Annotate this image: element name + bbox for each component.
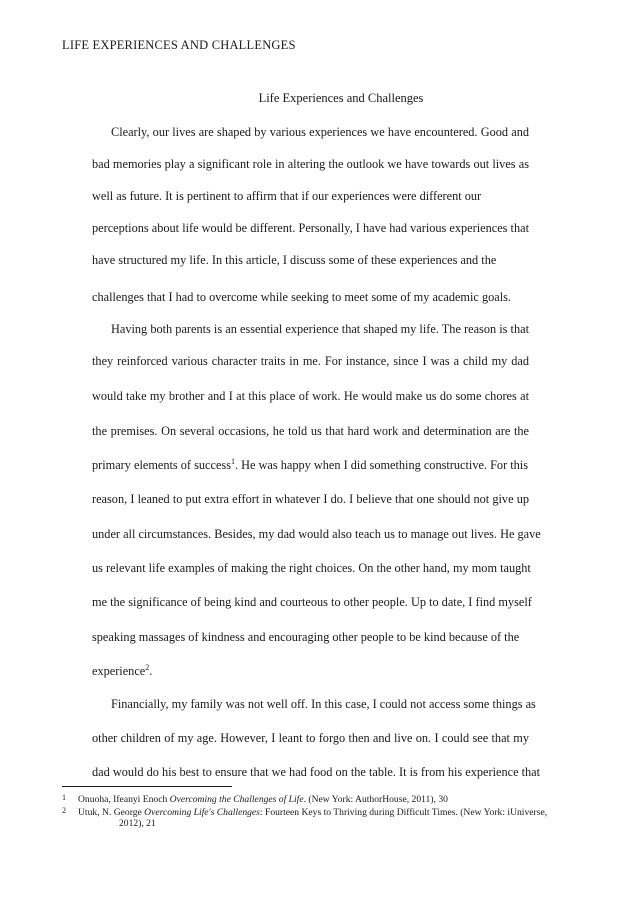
text-line: under all circumstances. Besides, my dad would also teach us to manage out lives. He gave — [92, 527, 541, 541]
footnote-number: 2 — [62, 806, 66, 815]
text-line: would take my brother and I at this place of work. He would make us do some chores at — [92, 389, 529, 403]
footnote-text: Utuk, N. George — [78, 807, 145, 818]
running-head: LIFE EXPERIENCES AND CHALLENGES — [62, 38, 296, 52]
text-line: the premises. On several occasions, he told us that hard work and determination are the — [92, 424, 529, 438]
text-line: us relevant life examples of making the right choices. On the other hand, my mom taught — [92, 561, 531, 575]
text-line — [92, 458, 528, 472]
text-line: Having both parents is an essential experience that shaped my life. The reason is that — [111, 322, 529, 336]
text-line: perceptions about life would be different. Personally, I have had various experiences that — [92, 221, 529, 235]
footnote-text: Onuoha, Ifeanyi Enoch — [78, 794, 170, 805]
text-line: me the significance of being kind and courteous to other people. Up to date, I find myself — [92, 595, 532, 609]
text-line: other children of my age. However, I leant to forgo then and live on. I could see that my — [92, 731, 529, 745]
text-line: Financially, my family was not well off. In this case, I could not access some things as — [111, 697, 536, 711]
text-line — [92, 664, 152, 678]
footnote-book-title: Overcoming the Challenges of Life — [169, 794, 304, 805]
footnote-text: : Fourteen Keys to Thriving during Difficult Times. (New York: iUniverse, — [259, 807, 548, 818]
footnote-book-title: Overcoming Life's Challenges — [144, 807, 260, 818]
text-segment: experience — [92, 664, 146, 678]
text-line: reason, I leaned to put extra effort in whatever I do. I believe that one should not give up — [92, 492, 529, 506]
text-line: they reinforced various character traits in me. For instance, since I was a child my dad — [92, 354, 529, 368]
text-segment: . — [149, 664, 153, 678]
text-line: challenges that I had to overcome while seeking to meet some of my academic goals. — [92, 290, 511, 304]
footnote-text: . (New York: AuthorHouse, 2011), 30 — [303, 794, 448, 805]
text-segment: . He was happy when I did something constructive. For this — [234, 458, 529, 472]
footnote-number: 1 — [62, 793, 66, 802]
footnote-2-continuation: 2012), 21 — [119, 818, 156, 829]
footnote-1 — [62, 792, 448, 805]
footnote-separator — [62, 786, 232, 787]
document-title: Life Experiences and Challenges — [258, 91, 424, 105]
text-line: well as future. It is pertinent to affirm that if our experiences were different our — [92, 189, 482, 203]
text-line: bad memories play a significant role in altering the outlook we have towards out lives as — [92, 157, 529, 171]
text-line: Clearly, our lives are shaped by various experiences we have encountered. Good and — [111, 125, 529, 139]
text-line: speaking massages of kindness and encouraging other people to be kind because of the — [92, 630, 520, 644]
text-segment: primary elements of success — [92, 458, 231, 472]
footnote-ref-2[interactable]: 2 — [145, 663, 150, 672]
text-line: dad would do his best to ensure that we had food on the table. It is from his experience that — [92, 765, 541, 779]
footnote-ref-1[interactable]: 1 — [230, 457, 235, 466]
text-line: have structured my life. In this article, I discuss some of these experiences and the — [92, 253, 497, 267]
footnote-2 — [62, 805, 547, 818]
